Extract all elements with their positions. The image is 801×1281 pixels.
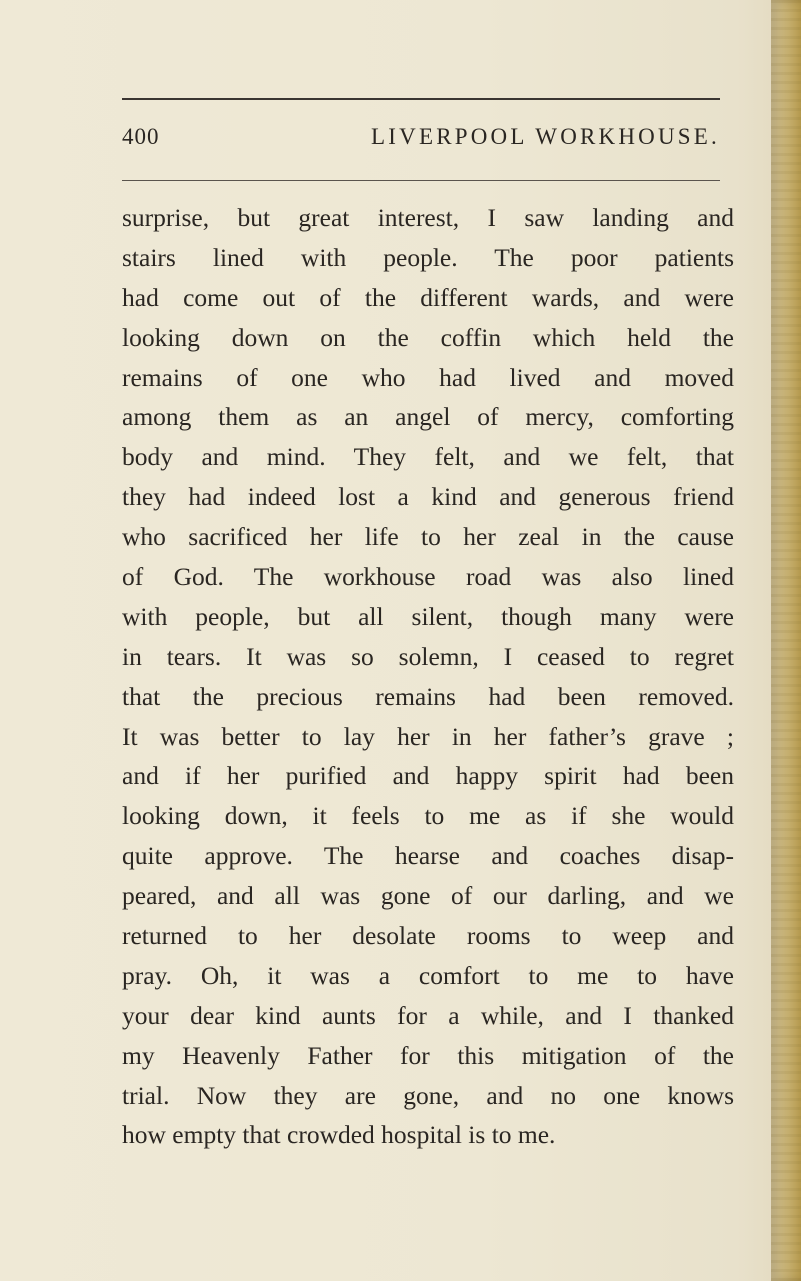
text-line: remains of one who had lived and moved: [122, 362, 734, 392]
text-line: peared, and all was gone of our darling, and we: [122, 881, 734, 911]
header-rule-bottom: [122, 180, 720, 181]
header-rule-top: [122, 98, 720, 100]
page-number: 400: [122, 124, 160, 149]
text-line: they had indeed lost a kind and generous friend: [122, 482, 734, 512]
text-line: that the precious remains had been removed.: [122, 681, 734, 711]
text-line: It was better to lay her in her father’s grave ;: [122, 721, 734, 751]
body-text: [122, 198, 734, 1155]
text-line: and if her purified and happy spirit had been: [122, 761, 734, 791]
text-line: trial. Now they are gone, and no one knows: [122, 1080, 734, 1110]
text-line: quite approve. The hearse and coaches disap-: [122, 841, 734, 871]
text-line: looking down on the coffin which held the: [122, 322, 734, 352]
text-line: looking down, it feels to me as if she would: [122, 801, 734, 831]
text-line: had come out of the different wards, and were: [122, 282, 734, 312]
text-line: stairs lined with people. The poor patients: [122, 242, 734, 272]
text-line: returned to her desolate rooms to weep and: [122, 921, 734, 951]
text-line: pray. Oh, it was a comfort to me to have: [122, 960, 734, 990]
text-line: in tears. It was so solemn, I ceased to regret: [122, 641, 734, 671]
running-title: LIVERPOOL WORKHOUSE.: [371, 124, 720, 149]
text-line: how empty that crowded hospital is to me.: [122, 1120, 556, 1150]
running-head: [122, 118, 720, 158]
text-line: your dear kind aunts for a while, and I thanked: [122, 1000, 734, 1030]
text-line: body and mind. They felt, and we felt, that: [122, 442, 734, 472]
text-line: of God. The workhouse road was also lined: [122, 562, 734, 592]
text-line: my Heavenly Father for this mitigation of the: [122, 1040, 734, 1070]
page-edge: [771, 0, 801, 1281]
text-line: who sacrificed her life to her zeal in the cause: [122, 522, 734, 552]
text-line: among them as an angel of mercy, comforting: [122, 402, 734, 432]
text-line: surprise, but great interest, I saw landing and: [122, 203, 734, 232]
text-line: with people, but all silent, though many were: [122, 601, 734, 631]
